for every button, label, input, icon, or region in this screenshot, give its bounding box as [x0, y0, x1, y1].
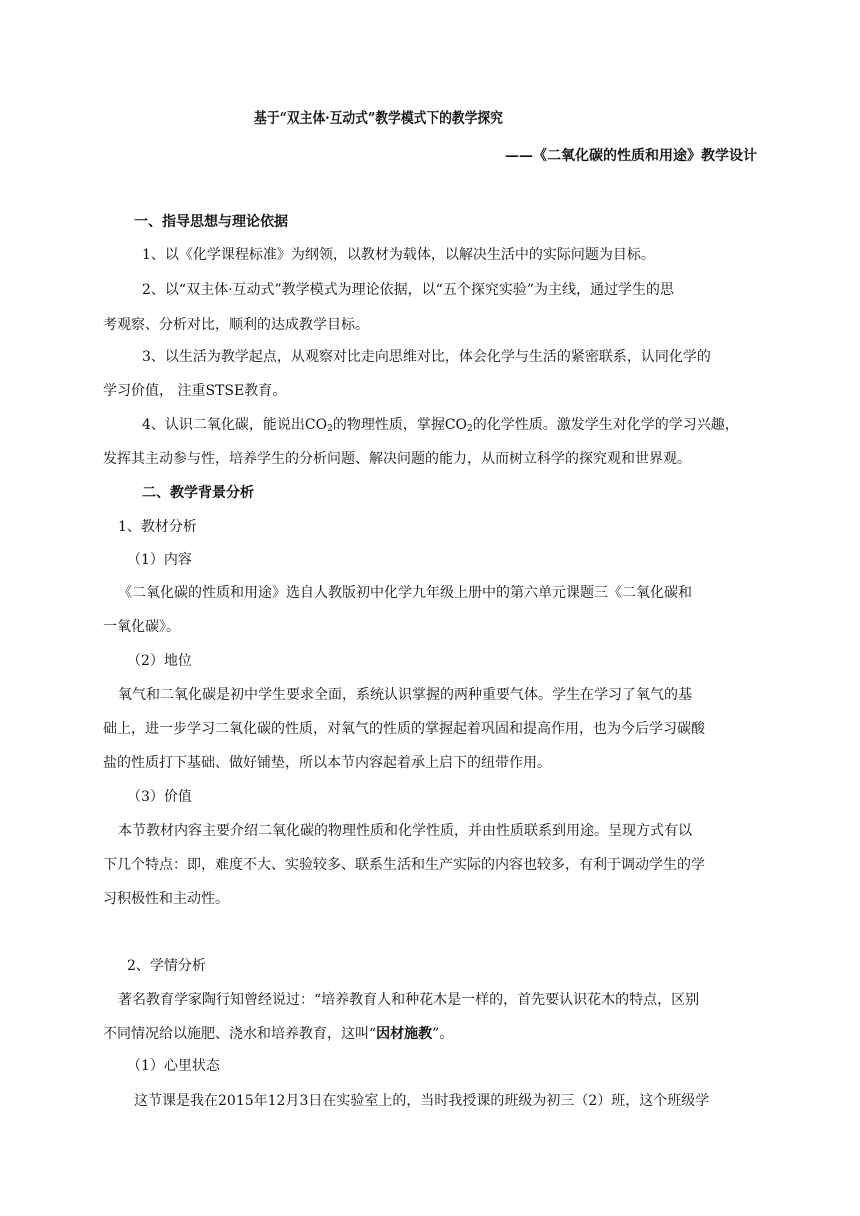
item-mental-state-line1: 这节课是我在2015年12月3日在实验室上的，当时我授课的班级为初三（2）班，这个班级学 — [134, 1093, 710, 1109]
p4-text-a: 4、认识二氧化碳，能说出CO — [142, 417, 328, 433]
quote-emphasis: 因材施教 — [376, 1026, 433, 1042]
section1-p2-line1: 2、以“双主体·互动式”教学模式为理论依据，以“五个探究实验”为主线，通过学生的思 — [142, 282, 674, 298]
section2-heading: 二、教学背景分析 — [142, 485, 254, 501]
item-value-line2: 下几个特点：即，难度不大、实验较多、联系生活和生产实际的内容也较多，有利于调动学生的学 — [103, 857, 705, 873]
item-content: （1）内容 — [127, 552, 192, 568]
quote-text-b: ”。 — [432, 1026, 454, 1042]
section2-sub2: 2、学情分析 — [127, 958, 206, 974]
item-value-line1: 本节教材内容主要介绍二氧化碳的物理性质和化学性质，并由性质联系到用途。呈现方式有以 — [118, 823, 692, 839]
item-value: （3）价值 — [127, 789, 192, 805]
quote-line2 — [103, 1024, 453, 1044]
section1-p3-line1: 3、以生活为教学起点，从观察对比走向思维对比，体会化学与生活的紧密联系，认同化学的 — [142, 349, 711, 365]
section1-p4-line1 — [142, 415, 739, 435]
section1-p4-line2: 发挥其主动参与性，培养学生的分析问题、解决问题的能力，从而树立科学的探究观和世界观。 — [103, 451, 691, 467]
co2-subscript: 2 — [467, 424, 473, 434]
item-content-line1: 《二氧化碳的性质和用途》选自人教版初中化学九年级上册中的第六单元课题三《二氧化碳和 — [118, 585, 692, 601]
co2-subscript: 2 — [327, 424, 333, 434]
p4-text-c: 的化学性质。激发学生对化学的学习兴趣， — [472, 417, 739, 433]
section1-p3-line2: 学习价值， 注重STSE教育。 — [103, 383, 287, 399]
section1-p1: 1、以《化学课程标准》为纲领，以教材为载体，以解决生活中的实际问题为目标。 — [142, 247, 655, 263]
quote-line1: 著名教育学家陶行知曾经说过：“培养教育人和种花木是一样的，首先要认识花木的特点，区别 — [118, 992, 700, 1008]
p4-text-b: 的物理性质，掌握CO — [332, 417, 468, 433]
item-value-line3: 习积极性和主动性。 — [103, 891, 229, 907]
quote-text-a: 不同情况给以施肥、浇水和培养教育，这叫“ — [103, 1026, 377, 1042]
section2-sub1: 1、教材分析 — [118, 519, 197, 535]
item-position: （2）地位 — [127, 653, 192, 669]
document-subtitle: ——《二氧化碳的性质和用途》教学设计 — [505, 148, 757, 164]
section1-p2-line2: 考观察、分析对比，顺利的达成教学目标。 — [103, 317, 369, 333]
item-content-line2: 一氧化碳》。 — [103, 619, 180, 635]
item-mental-state: （1）心里状态 — [127, 1058, 220, 1074]
item-position-line2: 础上，进一步学习二氧化碳的性质，对氧气的性质的掌握起着巩固和提高作用，也为今后学习碳酸 — [103, 721, 705, 737]
document-title: 基于“双主体·互动式”教学模式下的教学探究 — [254, 110, 503, 127]
item-position-line3: 盐的性质打下基础、做好铺垫，所以本节内容起着承上启下的纽带作用。 — [103, 755, 551, 771]
item-position-line1: 氧气和二氧化碳是初中学生要求全面，系统认识掌握的两种重要气体。学生在学习了氧气的基 — [118, 687, 692, 703]
section1-heading: 一、指导思想与理论依据 — [134, 214, 288, 230]
